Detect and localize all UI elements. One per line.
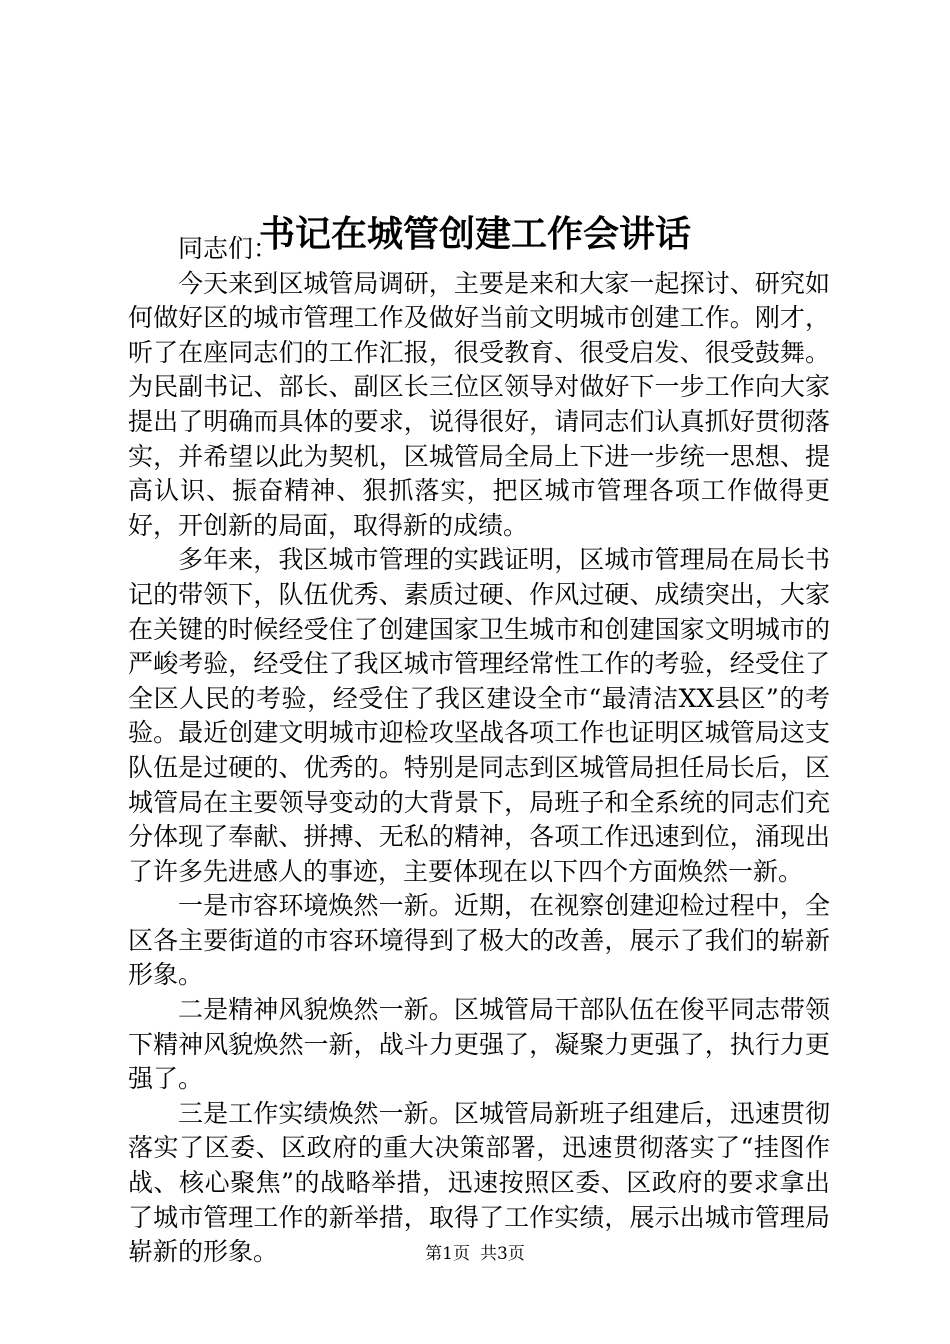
- page-total: 共3页: [480, 1244, 525, 1264]
- document-title: 书记在城管创建工作会讲话: [258, 213, 691, 256]
- paragraph: 一是市容环境焕然一新。近期，在视察创建迎检过程中，全区各主要街道的市容环境得到了极大的改善，展示了我们的崭新形象。: [128, 891, 830, 990]
- page-footer: [0, 1242, 950, 1266]
- paragraph: 今天来到区城管局调研，主要是来和大家一起探讨、研究如何做好区的城市管理工作及做好当前文明城市创建工作。刚才，听了在座同志们的工作汇报，很受教育、很受启发、很受鼓舞。为民副书记、部长、副区长三位区领导对做好下一步工作向大家提出了明确而具体的要求，说得很好，请同志们认真抓好贯彻落实，并希望以此为契机，区城管局全局上下进一步统一思想、提高认识、振奋精神、狠抓落实，把区城市管理各项工作做得更好，开创新的局面，取得新的成绩。: [128, 268, 830, 540]
- paragraph: 二是精神风貌焕然一新。区城管局干部队伍在俊平同志带领下精神风貌焕然一新，战斗力更强了，凝聚力更强了，执行力更强了。: [128, 995, 830, 1094]
- paragraph: 三是工作实绩焕然一新。区城管局新班子组建后，迅速贯彻落实了区委、区政府的重大决策部署，迅速贯彻落实了“挂图作战、核心聚焦”的战略举措，迅速按照区委、区政府的要求拿出了城市管理工作的新举措，取得了工作实绩，展示出城市管理局崭新的形象。: [128, 1098, 830, 1267]
- paragraph: 多年来，我区城市管理的实践证明，区城市管理局在局长书记的带领下，队伍优秀、素质过硬、作风过硬、成绩突出，大家在关键的时候经受住了创建国家卫生城市和创建国家文明城市的严峻考验，经受住了我区城市管理经常性工作的考验，经受住了全区人民的考验，经受住了我区建设全市“最清洁XX县区”的考验。最近创建文明城市迎检攻坚战各项工作也证明区城管局这支队伍是过硬的、优秀的。特别是同志到区城管局担任局长后，区城管局在主要领导变动的大背景下，局班子和全系统的同志们充分体现了奉献、拼搏、无私的精神，各项工作迅速到位，涌现出了许多先进感人的事迹，主要体现在以下四个方面焕然一新。: [128, 545, 830, 886]
- salutation: 同志们：: [178, 234, 279, 263]
- document-body: [128, 232, 830, 1270]
- page-number: 第1页: [425, 1244, 470, 1264]
